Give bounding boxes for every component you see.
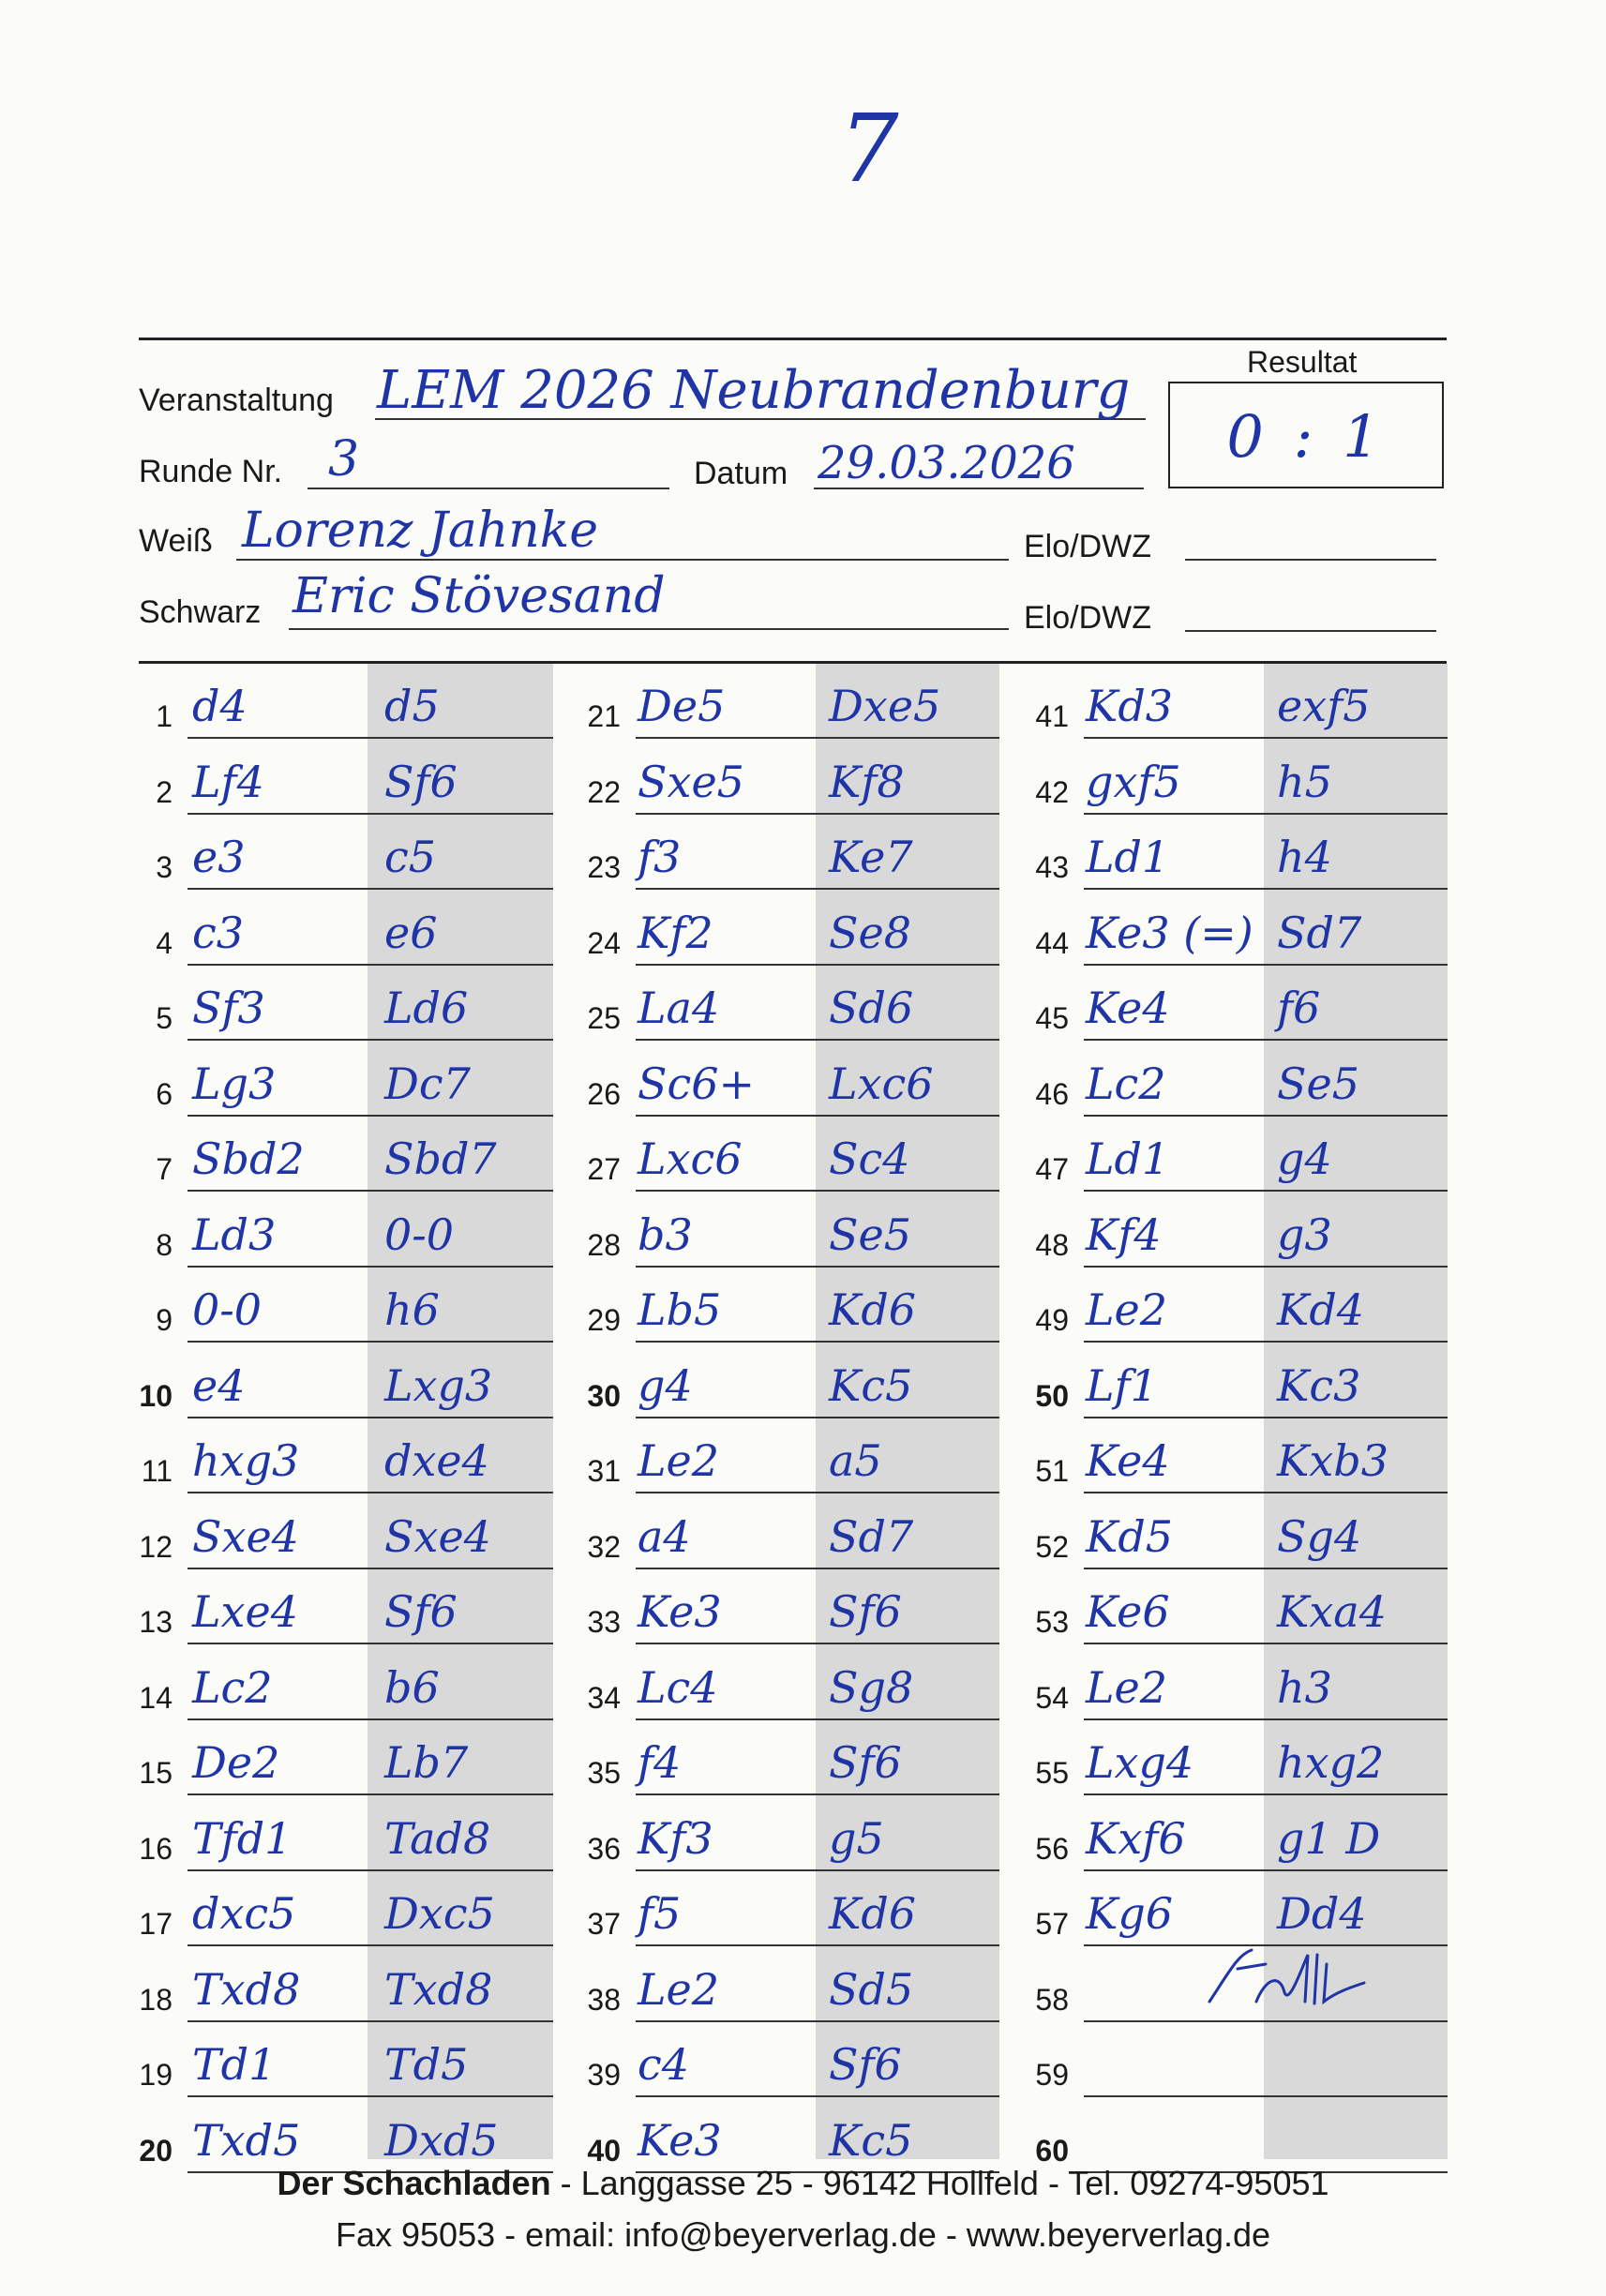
black-move: h5 xyxy=(1277,756,1332,807)
white-move: Kf2 xyxy=(638,907,713,958)
move-number: 56 xyxy=(1035,1831,1069,1866)
white-move: g4 xyxy=(638,1359,693,1411)
black-move: Lxc6 xyxy=(829,1058,934,1109)
move-number: 58 xyxy=(1035,1982,1069,2017)
move-row-line xyxy=(636,1793,999,1795)
move-number: 20 xyxy=(139,2133,173,2168)
event-label: Veranstaltung xyxy=(139,383,334,418)
move-row-line xyxy=(636,1039,999,1041)
move-number: 3 xyxy=(156,850,173,884)
white-move: Kg6 xyxy=(1086,1888,1174,1939)
move-row-line xyxy=(188,813,553,815)
black-move: c5 xyxy=(384,832,437,882)
black-move: Sxe4 xyxy=(384,1510,491,1562)
black-move: Sg4 xyxy=(1277,1510,1362,1562)
move-number: 32 xyxy=(587,1529,621,1564)
black-move: 0-0 xyxy=(384,1208,455,1260)
white-move: De5 xyxy=(638,681,726,731)
move-number: 49 xyxy=(1035,1303,1069,1337)
move-number: 2 xyxy=(156,774,173,809)
move-number: 55 xyxy=(1035,1756,1069,1790)
move-number: 33 xyxy=(587,1605,621,1639)
move-row-line xyxy=(188,1039,553,1041)
white-move: Le2 xyxy=(1086,1661,1168,1713)
white-move: b3 xyxy=(638,1208,693,1260)
move-row-line xyxy=(1084,1266,1448,1268)
move-row-line xyxy=(636,1869,999,1871)
move-number: 1 xyxy=(156,699,173,733)
white-underline xyxy=(236,559,1009,561)
black-move: Lb7 xyxy=(384,1737,469,1788)
black-move: Sbd7 xyxy=(384,1133,497,1184)
white-move: Kd5 xyxy=(1086,1510,1174,1562)
move-row-line xyxy=(636,1266,999,1268)
move-number: 19 xyxy=(139,2058,173,2092)
move-number: 44 xyxy=(1035,925,1069,960)
move-number: 51 xyxy=(1035,1454,1069,1488)
white-move: gxf5 xyxy=(1086,756,1181,807)
move-row-line xyxy=(1084,1190,1448,1192)
move-number: 50 xyxy=(1035,1378,1069,1413)
move-row-line xyxy=(636,1643,999,1644)
black-move: h6 xyxy=(384,1284,440,1335)
move-row-line xyxy=(188,1115,553,1117)
black-move: Se5 xyxy=(829,1208,912,1260)
black-move: Sd5 xyxy=(829,1963,914,2015)
white-move: Ke3 xyxy=(638,1586,722,1637)
move-row-line xyxy=(188,1793,553,1795)
black-underline xyxy=(289,628,1009,630)
move-row-line xyxy=(1084,964,1448,966)
white-move: Sxe4 xyxy=(192,1510,299,1562)
move-row-line xyxy=(1084,813,1448,815)
white-move: Txd8 xyxy=(192,1963,301,2015)
black-player-name: Eric Stövesand xyxy=(293,568,666,624)
move-row-line xyxy=(636,1115,999,1117)
black-move: g1 D xyxy=(1277,1812,1381,1864)
elo-white-underline xyxy=(1185,559,1436,561)
move-row-line xyxy=(188,2020,553,2022)
white-move: e3 xyxy=(192,832,246,882)
move-row-line xyxy=(188,888,553,890)
move-number: 54 xyxy=(1035,1680,1069,1715)
move-number: 43 xyxy=(1035,850,1069,884)
move-number: 53 xyxy=(1035,1605,1069,1639)
move-number: 12 xyxy=(139,1529,173,1564)
elo-label-black: Elo/DWZ xyxy=(1024,600,1151,636)
white-move: La4 xyxy=(638,983,720,1033)
move-number: 5 xyxy=(156,1001,173,1035)
black-move: a5 xyxy=(829,1435,882,1486)
white-move: Lb5 xyxy=(638,1284,722,1335)
move-row-line xyxy=(188,737,553,739)
black-move: Dxd5 xyxy=(384,2114,499,2166)
result-value: 0 : 1 xyxy=(1226,402,1386,471)
elo-black-underline xyxy=(1185,630,1436,632)
white-move: a4 xyxy=(638,1510,691,1562)
white-move: Sbd2 xyxy=(192,1133,305,1184)
move-number: 22 xyxy=(587,774,621,809)
white-move: Lf1 xyxy=(1086,1359,1158,1411)
white-move: e4 xyxy=(192,1359,246,1411)
move-row-line xyxy=(1084,1492,1448,1493)
move-row-line xyxy=(636,1492,999,1493)
move-row-line xyxy=(1084,1568,1448,1569)
black-move: Kd6 xyxy=(829,1284,917,1335)
black-move: Sg8 xyxy=(829,1661,914,1713)
black-move: Kxb3 xyxy=(1277,1435,1389,1486)
move-row-line xyxy=(636,1190,999,1192)
move-row-line xyxy=(188,1417,553,1418)
move-number: 8 xyxy=(156,1227,173,1262)
white-move: Ke6 xyxy=(1086,1586,1170,1637)
black-move: Sd6 xyxy=(829,983,914,1033)
black-move: Kc3 xyxy=(1277,1359,1361,1411)
black-move: h4 xyxy=(1277,832,1332,882)
black-move: Kc5 xyxy=(829,2114,913,2166)
move-number: 47 xyxy=(1035,1152,1069,1186)
black-move: h3 xyxy=(1277,1661,1332,1713)
white-move: Lc4 xyxy=(638,1661,718,1713)
black-move: Kxa4 xyxy=(1277,1586,1387,1637)
white-move: Ld1 xyxy=(1086,1133,1170,1184)
date-value: 29.03.2026 xyxy=(818,437,1075,489)
black-move: Lxg3 xyxy=(384,1359,493,1411)
black-move: e6 xyxy=(384,907,438,958)
black-move: b6 xyxy=(384,1661,440,1713)
white-move: 0-0 xyxy=(192,1284,263,1335)
black-move: Td5 xyxy=(384,2039,469,2090)
move-number: 4 xyxy=(156,925,173,960)
move-number: 60 xyxy=(1035,2133,1069,2168)
white-player-name: Lorenz Jahnke xyxy=(242,503,598,559)
white-move: Lg3 xyxy=(192,1058,277,1109)
result-box xyxy=(1168,382,1444,488)
footer-address: - Langgasse 25 - 96142 Hollfeld - Tel. 09274-95051 xyxy=(550,2164,1329,2202)
move-row-line xyxy=(636,888,999,890)
white-move: Sf3 xyxy=(192,983,265,1033)
black-move: Sd7 xyxy=(829,1510,914,1562)
header-top-rule xyxy=(139,338,1447,340)
move-row-line xyxy=(1084,2020,1448,2022)
black-move: Kd6 xyxy=(829,1888,917,1939)
move-row-line xyxy=(636,1944,999,1946)
white-move: Lxg4 xyxy=(1086,1737,1194,1788)
black-move: Dxc5 xyxy=(384,1888,495,1939)
black-move: Ld6 xyxy=(384,983,469,1033)
move-number: 24 xyxy=(587,925,621,960)
footer-publisher xyxy=(0,2164,1606,2203)
move-number: 36 xyxy=(587,1831,621,1866)
round-value: 3 xyxy=(328,431,360,488)
white-move: Lxc6 xyxy=(638,1133,743,1184)
white-move: Kf4 xyxy=(1086,1208,1162,1260)
black-move: hxg2 xyxy=(1277,1737,1385,1788)
event-value: LEM 2026 Neubrandenburg xyxy=(377,360,1131,421)
result-label: Resultat xyxy=(1247,345,1358,379)
white-move: Ke4 xyxy=(1086,983,1170,1033)
white-move: f3 xyxy=(638,832,682,882)
white-move: hxg3 xyxy=(192,1435,300,1486)
move-number: 18 xyxy=(139,1982,173,2017)
move-number: 30 xyxy=(587,1378,621,1413)
move-number: 10 xyxy=(139,1378,173,1413)
white-move: f4 xyxy=(638,1737,682,1788)
footer-contact: Fax 95053 - email: info@beyerverlag.de - www.beyerverlag.de xyxy=(335,2215,1271,2254)
move-number: 7 xyxy=(156,1152,173,1186)
black-move: Sf6 xyxy=(384,1586,458,1637)
black-move: Kc5 xyxy=(829,1359,913,1411)
white-move: Ke3 (=) xyxy=(1086,907,1253,958)
black-move: Txd8 xyxy=(384,1963,493,2015)
move-row-line xyxy=(636,2095,999,2097)
move-row-line xyxy=(1084,1417,1448,1418)
round-label: Runde Nr. xyxy=(139,454,283,489)
move-number: 15 xyxy=(139,1756,173,1790)
move-number: 40 xyxy=(587,2133,621,2168)
white-move: Td1 xyxy=(192,2039,277,2090)
black-move: Se5 xyxy=(1277,1058,1360,1109)
black-move: Sf6 xyxy=(829,1737,902,1788)
move-number: 13 xyxy=(139,1605,173,1639)
white-move: d4 xyxy=(192,681,248,731)
move-number: 34 xyxy=(587,1680,621,1715)
black-move: Kf8 xyxy=(829,756,905,807)
move-number: 37 xyxy=(587,1907,621,1941)
move-row-line xyxy=(636,737,999,739)
elo-label-white: Elo/DWZ xyxy=(1024,529,1151,564)
move-number: 11 xyxy=(141,1454,173,1488)
move-row-line xyxy=(636,813,999,815)
move-row-line xyxy=(636,1341,999,1343)
move-row-line xyxy=(1084,1718,1448,1720)
move-row-line xyxy=(188,1869,553,1871)
white-move: c3 xyxy=(192,907,245,958)
white-move: dxc5 xyxy=(192,1888,296,1939)
black-move: exf5 xyxy=(1277,681,1371,731)
white-move: Kd3 xyxy=(1086,681,1174,731)
move-row-line xyxy=(1084,1793,1448,1795)
move-number: 16 xyxy=(139,1831,173,1866)
white-move: Lc2 xyxy=(1086,1058,1166,1109)
move-row-line xyxy=(636,964,999,966)
white-move: Ke3 xyxy=(638,2114,722,2166)
signature-scribble xyxy=(1200,1936,1378,2011)
move-row-line xyxy=(188,1568,553,1569)
black-move: Dd4 xyxy=(1277,1888,1367,1939)
move-number: 26 xyxy=(587,1076,621,1111)
move-row-line xyxy=(188,1266,553,1268)
move-row-line xyxy=(188,1190,553,1192)
move-row-line xyxy=(1084,2095,1448,2097)
move-row-line xyxy=(188,964,553,966)
black-move: g4 xyxy=(1277,1133,1332,1184)
white-move: Lxe4 xyxy=(192,1586,298,1637)
white-move: Sxe5 xyxy=(638,756,744,807)
white-move: De2 xyxy=(192,1737,280,1788)
black-move: Sf6 xyxy=(829,1586,902,1637)
black-move: g5 xyxy=(829,1812,884,1864)
black-move: Sd7 xyxy=(1277,907,1362,958)
move-number: 57 xyxy=(1035,1907,1069,1941)
move-row-line xyxy=(636,2020,999,2022)
white-move: Ld3 xyxy=(192,1208,277,1260)
move-number: 29 xyxy=(587,1303,621,1337)
move-row-line xyxy=(636,1417,999,1418)
white-move: Kf3 xyxy=(638,1812,713,1864)
move-row-line xyxy=(1084,737,1448,739)
white-label: Weiß xyxy=(139,523,213,559)
move-row-line xyxy=(188,1944,553,1946)
white-move: Tfd1 xyxy=(192,1812,293,1864)
white-move: Ke4 xyxy=(1086,1435,1170,1486)
move-number: 48 xyxy=(1035,1227,1069,1262)
white-move: Txd5 xyxy=(192,2114,301,2166)
move-row-line xyxy=(188,1492,553,1493)
move-row-line xyxy=(1084,1643,1448,1644)
white-move: Ld1 xyxy=(1086,832,1170,882)
black-move: g3 xyxy=(1277,1208,1332,1260)
white-move: Lf4 xyxy=(192,756,264,807)
move-number: 41 xyxy=(1035,699,1069,733)
white-move: Le2 xyxy=(638,1435,720,1486)
move-number: 17 xyxy=(139,1907,173,1941)
black-move: Sf6 xyxy=(384,756,458,807)
black-move: Dxe5 xyxy=(829,681,941,731)
move-row-line xyxy=(188,1643,553,1644)
move-row-line xyxy=(188,2095,553,2097)
move-row-line xyxy=(636,1718,999,1720)
move-number: 28 xyxy=(587,1227,621,1262)
white-move: Le2 xyxy=(638,1963,720,2015)
move-row-line xyxy=(1084,1115,1448,1117)
move-row-line xyxy=(188,1341,553,1343)
move-row-line xyxy=(1084,888,1448,890)
black-move: Sf6 xyxy=(829,2039,902,2090)
move-number: 9 xyxy=(156,1303,173,1337)
move-number: 46 xyxy=(1035,1076,1069,1111)
white-move: c4 xyxy=(638,2039,690,2090)
white-move: f5 xyxy=(638,1888,682,1939)
black-move: f6 xyxy=(1277,983,1321,1033)
white-move: Lc2 xyxy=(192,1661,273,1713)
move-number: 27 xyxy=(587,1152,621,1186)
black-move: d5 xyxy=(384,681,440,731)
move-number: 21 xyxy=(587,699,621,733)
move-number: 42 xyxy=(1035,774,1069,809)
page-number: 7 xyxy=(839,94,899,203)
black-move: dxe4 xyxy=(384,1435,489,1486)
table-top-rule xyxy=(139,661,1447,664)
black-move: Tad8 xyxy=(384,1812,491,1864)
white-move: Sc6+ xyxy=(638,1058,756,1109)
move-number: 35 xyxy=(587,1756,621,1790)
black-label: Schwarz xyxy=(139,594,262,630)
move-number: 14 xyxy=(139,1680,173,1715)
move-row-line xyxy=(1084,1341,1448,1343)
move-number: 31 xyxy=(587,1454,621,1488)
move-number: 23 xyxy=(587,850,621,884)
black-move: Se8 xyxy=(829,907,912,958)
move-number: 52 xyxy=(1035,1529,1069,1564)
move-number: 6 xyxy=(156,1076,173,1111)
move-row-line xyxy=(1084,1039,1448,1041)
move-number: 39 xyxy=(587,2058,621,2092)
move-number: 25 xyxy=(587,1001,621,1035)
move-number: 38 xyxy=(587,1982,621,2017)
black-move: Ke7 xyxy=(829,832,913,882)
black-move: Sc4 xyxy=(829,1133,910,1184)
round-underline xyxy=(308,488,669,489)
white-move: Kxf6 xyxy=(1086,1812,1186,1864)
date-label: Datum xyxy=(694,456,788,491)
white-move: Le2 xyxy=(1086,1284,1168,1335)
black-move: Dc7 xyxy=(384,1058,471,1109)
move-row-line xyxy=(636,1568,999,1569)
move-row-line xyxy=(1084,1869,1448,1871)
move-number: 59 xyxy=(1035,2058,1069,2092)
move-row-line xyxy=(188,1718,553,1720)
move-number: 45 xyxy=(1035,1001,1069,1035)
black-move: Kd4 xyxy=(1277,1284,1365,1335)
footer-brand: Der Schachladen xyxy=(277,2164,551,2202)
